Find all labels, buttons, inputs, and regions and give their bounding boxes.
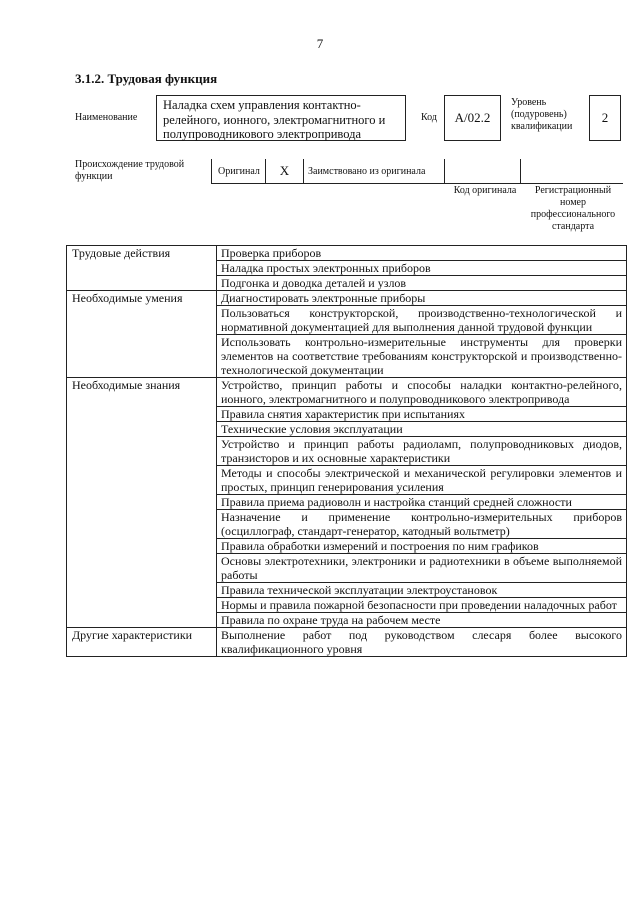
item-cell: Нормы и правила пожарной безопасности при проведении наладочных работ <box>217 598 627 613</box>
item-cell: Выполнение работ под руководством слесаря более высокого квалификационного уровня <box>217 628 627 657</box>
item-cell: Диагностировать электронные приборы <box>217 291 627 306</box>
original-mark: X <box>266 159 304 183</box>
code-original-caption: Код оригинала <box>453 185 517 196</box>
name-label: Наименование <box>75 112 138 123</box>
item-cell: Наладка простых электронных приборов <box>217 261 627 276</box>
item-cell: Устройство, принцип работы и способы наладки контактно-релейного, ионного, электромагнитного и полупроводникового электропривода <box>217 378 627 407</box>
table-row <box>67 378 627 407</box>
level-label: Уровень (подуровень) квалификации <box>511 97 573 132</box>
origin-row-bottom-border <box>211 183 623 184</box>
origin-label: Происхождение трудовой функции <box>75 159 185 182</box>
origin-row <box>211 159 623 183</box>
qualification-level-box: 2 <box>589 95 621 141</box>
category-cell: Необходимые знания <box>67 378 217 628</box>
item-cell: Устройство и принцип работы радиоламп, полупроводниковых диодов, транзисторов и их основные характеристики <box>217 437 627 466</box>
borrowed-label: Заимствовано из оригинала <box>304 159 445 183</box>
item-cell: Правила обработки измерений и построения по ним графиков <box>217 539 627 554</box>
table-row <box>67 291 627 306</box>
item-cell: Правила приема радиоволн и настройка станций средней сложности <box>217 495 627 510</box>
item-cell: Подгонка и доводка деталей и узлов <box>217 276 627 291</box>
page-number: 7 <box>316 36 324 51</box>
function-code-box: А/02.2 <box>444 95 501 141</box>
item-cell: Основы электротехники, электроники и радиотехники в объеме выполняемой работы <box>217 554 627 583</box>
item-cell: Использовать контрольно-измерительные инструменты для проверки элементов на соответствие требованиям конструкторской и производственно-технологической документации <box>217 335 627 378</box>
category-cell: Необходимые умения <box>67 291 217 378</box>
category-cell: Другие характеристики <box>67 628 217 657</box>
original-label: Оригинал <box>211 159 266 183</box>
table-row <box>67 246 627 261</box>
function-name-box: Наладка схем управления контактно-релейного, ионного, электромагнитного и полупроводникового электропривода <box>156 95 406 141</box>
item-cell: Правила технической эксплуатации электроустановок <box>217 583 627 598</box>
code-label: Код <box>421 112 437 123</box>
code-original-cell <box>445 159 521 183</box>
item-cell: Правила снятия характеристик при испытаниях <box>217 407 627 422</box>
reg-number-caption: Регистрационный номер профессионального стандарта <box>530 185 616 232</box>
item-cell: Методы и способы электрической и механической регулировки элементов и простых, принцип генерирования усиления <box>217 466 627 495</box>
item-cell: Технические условия эксплуатации <box>217 422 627 437</box>
item-cell: Назначение и применение контрольно-измерительных приборов (осциллограф, стандарт-генератор, катодный вольтметр) <box>217 510 627 539</box>
reg-number-cell <box>521 159 623 183</box>
item-cell: Пользоваться конструкторской, производственно-технологической и нормативной документацией для выполнения данной трудовой функции <box>217 306 627 335</box>
table-row <box>67 628 627 657</box>
table-body <box>67 246 627 657</box>
item-cell: Проверка приборов <box>217 246 627 261</box>
labor-function-table <box>66 245 627 657</box>
category-cell: Трудовые действия <box>67 246 217 291</box>
item-cell: Правила по охране труда на рабочем месте <box>217 613 627 628</box>
section-title: 3.1.2. Трудовая функция <box>75 71 218 86</box>
